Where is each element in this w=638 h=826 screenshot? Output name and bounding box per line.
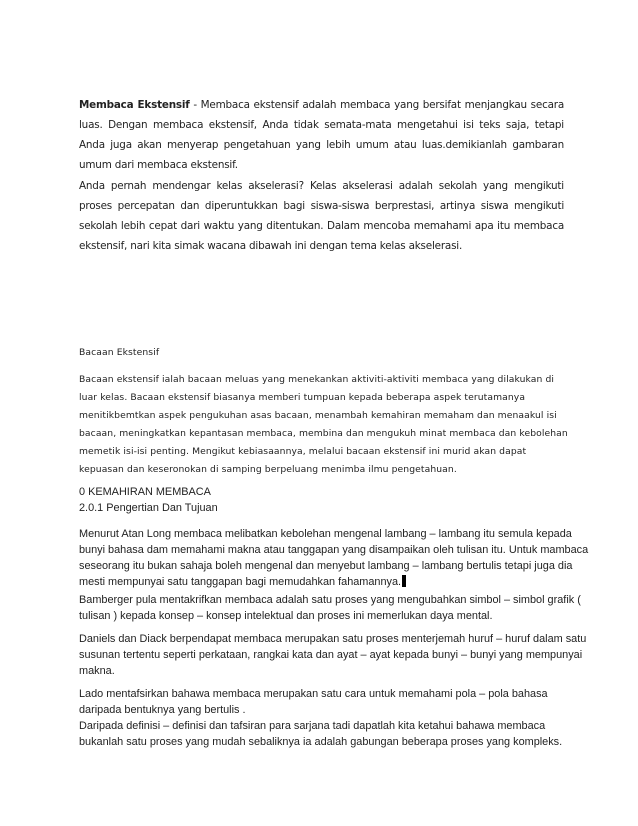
text-line: daripada bentuknya yang bertulis .: [79, 704, 246, 716]
text-line: bacaan, meningkatkan kepantasan membaca, membina dan mengukuh minat membaca dan kebolehan: [79, 428, 568, 439]
definisi-paragraph: [79, 718, 564, 750]
text-line: seseorang itu bukan sahaja boleh mengenal dan menyebut lambang – lambang bertulis tetapi juga dia: [79, 560, 573, 572]
text-line: bukanlah satu proses yang mudah sebaliknya ia adalah gabungan beberapa proses yang kompleks.: [79, 736, 563, 748]
daniels-diack-paragraph: [79, 631, 587, 679]
atan-long-paragraph: [79, 526, 589, 590]
kemahiran-heading-block: [79, 484, 564, 516]
text-line: Lado mentafsirkan bahawa membaca merupakan satu cara untuk memahami pola – pola bahasa: [79, 688, 548, 700]
bamberger-paragraph: [79, 592, 581, 624]
text-line: kepuasan dan keseronokan di samping berpeluang menimba ilmu pengetahuan.: [79, 464, 457, 475]
bacaan-ekstensif-paragraph: [79, 371, 568, 479]
text-line: Bamberger pula mentakrifkan membaca adalah satu proses yang mengubahkan simbol – simbol grafik (: [79, 594, 581, 606]
section-heading-kemahiran-membaca: 0 KEMAHIRAN MEMBACA: [79, 486, 211, 498]
text-line: makna.: [79, 665, 115, 677]
text-line: Daripada definisi – definisi dan tafsiran para sarjana tadi dapatlah kita ketahui bahawa membaca: [79, 720, 546, 732]
text-line: Menurut Atan Long membaca melibatkan kebolehan mengenal lambang – lambang itu semula kepada: [79, 528, 572, 540]
text-line: [79, 574, 564, 590]
text-cursor: [402, 575, 406, 587]
section-heading-membaca-ekstensif: Membaca Ekstensif: [79, 99, 190, 111]
text-line: menitikbemtkan aspek pengukuhan asas bacaan, menambah kemahiran memaham dan menaakul isi: [79, 410, 557, 421]
text-line: Bacaan ekstensif ialah bacaan meluas yang menekankan aktiviti-aktiviti membaca yang dilakukan di: [79, 374, 555, 385]
text-line: memetik isi-isi penting. Mengikut kebiasaannya, melalui bacaan ekstensif ini murid akan dapat: [79, 446, 527, 457]
lado-paragraph: [79, 686, 564, 718]
subheading-pengertian: 2.0.1 Pengertian Dan Tujuan: [79, 502, 218, 514]
akselerasi-paragraph: Anda pernah mendengar kelas akselerasi? Kelas akselerasi adalah sekolah yang mengikuti proses percepatan dan diperuntukkan bagi siswa-siswa berprestasi, artinya siswa mengikuti sekolah lebih cepat dari waktu yang ditentukan. Dalam mencoba memahami apa itu membaca ekstensif, nari kita simak wacana dibawah ini dengan tema kelas akselerasi.: [79, 180, 564, 252]
text-line: tulisan ) kepada konsep – konsep intelektual dan proses ini memerlukan daya mental.: [79, 610, 493, 622]
text-line: bunyi bahasa dam memahami makna atau tanggapan yang disampaikan oleh tulisan itu. Untuk mambaca: [79, 544, 589, 556]
text-line: susunan tertentu seperti perkataan, rangkai kata dan ayat – ayat kepada bunyi – bunyi yang mempunyai: [79, 649, 583, 661]
text-line-content: mesti mempunyai satu tanggapan bagi memudahkan fahamannya.: [79, 576, 402, 588]
bacaan-ekstensif-title: Bacaan Ekstensif: [79, 347, 160, 358]
text-line: Daniels dan Diack berpendapat membaca merupakan satu proses menterjemah huruf – huruf dalam satu: [79, 633, 587, 645]
intro-paragraph: [79, 95, 564, 175]
text-line: luar kelas. Bacaan ekstensif biasanya memberi tumpuan kepada beberapa aspek terutamanya: [79, 392, 526, 403]
intro-text: - Membaca ekstensif adalah membaca yang bersifat menjangkau secara luas. Dengan membaca ekstensif, Anda tidak semata-mata mengetahui isi teks saja, tetapi Anda juga akan menyerap pengetahuan yang lebih umum atau luas.demikianlah gambaran umum dari membaca ekstensif.: [79, 99, 564, 171]
